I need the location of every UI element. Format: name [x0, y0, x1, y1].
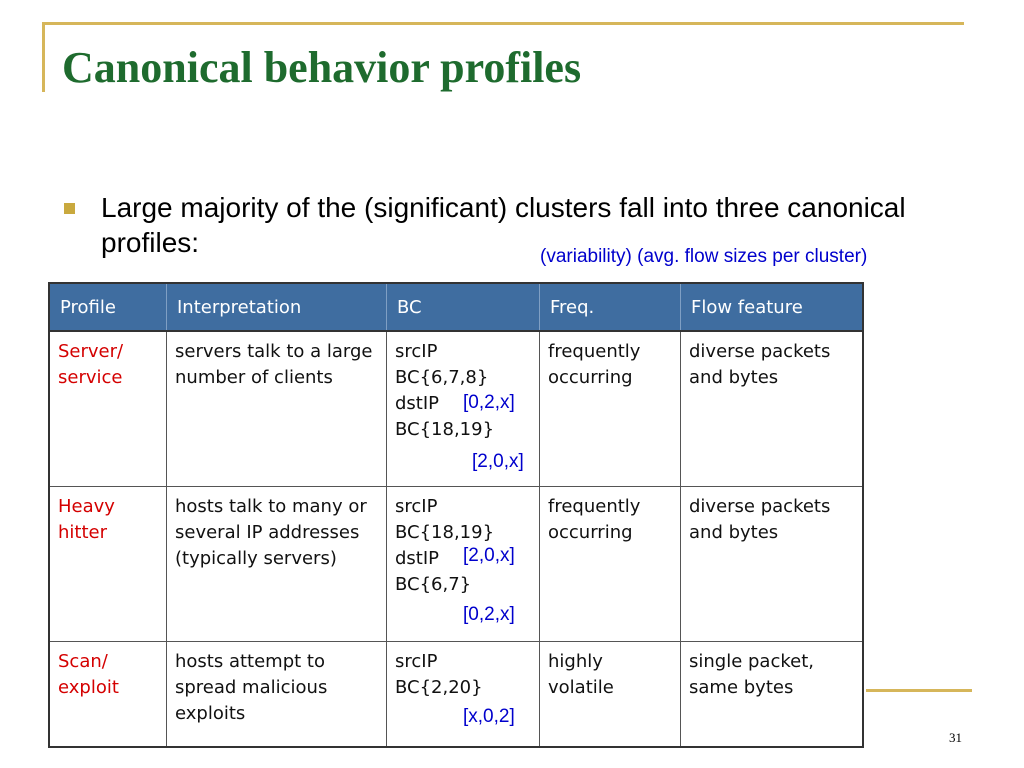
table-row [49, 487, 863, 642]
bc-line: dstIP [395, 393, 440, 414]
header-freq: Freq. [540, 283, 681, 331]
header-bc: BC [387, 283, 540, 331]
frame-top-line [42, 22, 964, 25]
flow-feature-cell: single packet, same bytes [681, 642, 864, 748]
variability-vector: [2,0,x] [472, 451, 524, 472]
profile-line: Heavy [58, 496, 115, 517]
bc-line: BC{2,20} [395, 677, 483, 698]
header-interpretation: Interpretation [167, 283, 387, 331]
profile-cell [49, 331, 167, 487]
bc-line: BC{18,19} [395, 419, 495, 440]
variability-vector: [x,0,2] [463, 706, 515, 727]
variability-note: (variability) (avg. flow sizes per cluster) [540, 246, 868, 267]
profile-cell [49, 487, 167, 642]
interpretation-cell: servers talk to a large number of clients [167, 331, 387, 487]
profile-line: exploit [58, 677, 119, 698]
bc-line: BC{6,7,8} [395, 367, 489, 388]
freq-cell: frequently occurring [540, 331, 681, 487]
slide-title: Canonical behavior profiles [62, 43, 582, 92]
interpretation-cell: hosts talk to many or several IP addresses (typically servers) [167, 487, 387, 642]
profiles-table [48, 282, 864, 748]
variability-vector: [0,2,x] [463, 392, 515, 413]
bc-cell [387, 642, 540, 748]
bc-line: srcIP [395, 341, 438, 362]
bullet-text: Large majority of the (significant) clusters fall into three canonical profiles: [101, 192, 906, 258]
bc-line: dstIP [395, 548, 440, 569]
profile-line: Scan/ [58, 651, 108, 672]
frame-bottom-line [866, 689, 972, 692]
frame-left-line [42, 22, 45, 92]
bc-line: srcIP [395, 651, 438, 672]
profile-cell [49, 642, 167, 748]
header-profile: Profile [49, 283, 167, 331]
flow-feature-cell: diverse packets and bytes [681, 331, 864, 487]
variability-vector: [2,0,x] [463, 545, 515, 566]
table-header-row [49, 283, 863, 331]
profile-line: service [58, 367, 123, 388]
profile-line: Server/ [58, 341, 124, 362]
bc-line: BC{18,19} [395, 522, 495, 543]
bullet-square-icon [64, 203, 75, 214]
table-row [49, 331, 863, 487]
page-number: 31 [949, 730, 962, 745]
variability-vector: [0,2,x] [463, 604, 515, 625]
freq-cell: highly volatile [540, 642, 681, 748]
bc-line: srcIP [395, 496, 438, 517]
header-flow-feature: Flow feature [681, 283, 864, 331]
interpretation-cell: hosts attempt to spread malicious exploits [167, 642, 387, 748]
bc-line: BC{6,7} [395, 574, 472, 595]
flow-feature-cell: diverse packets and bytes [681, 487, 864, 642]
table-row [49, 642, 863, 748]
profile-line: hitter [58, 522, 107, 543]
freq-cell: frequently occurring [540, 487, 681, 642]
